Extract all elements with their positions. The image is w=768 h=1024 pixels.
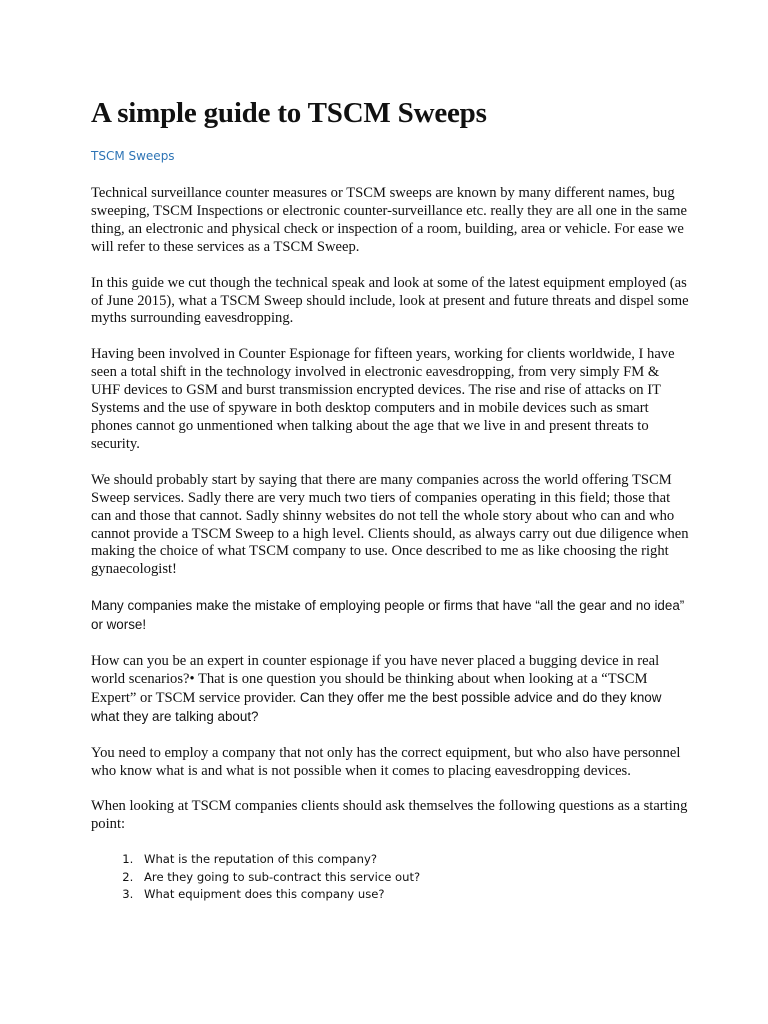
- paragraph-companies: We should probably start by saying that there are many companies across the world offering TSCM Sweep services. Sadly there are very much two tiers of companies operating in this field; those that can and those that cannot. Sadly shinny websites do not tell the whole story about who can and who cannot provide a TSCM Sweep to a high level. Clients should, as always carry out due diligence when making the choice of what TSCM company to use. Once described to me as like choosing the right gynaecologist!: [91, 471, 689, 578]
- paragraph-guide-scope: In this guide we cut though the technical speak and look at some of the latest equipment employed (as of June 2015), what a TSCM Sweep should include, look at present and future threats and dispel some myths surrounding eavesdropping.: [91, 274, 689, 327]
- subheading: TSCM Sweeps: [91, 149, 175, 163]
- document-body: [91, 96, 691, 904]
- page-title: A simple guide to TSCM Sweeps: [91, 97, 487, 129]
- paragraph-expert-question: Can they offer me the best possible advice and do they know what they are talking about?: [91, 689, 662, 724]
- paragraph-expert-text: How can you be an expert in counter espionage if you have never placed a bugging device in real world scenarios?• That is one question you should be thinking about when looking at a “TSCM Expert” or TSCM service provider.: [91, 653, 660, 706]
- paragraph-intro: Technical surveillance counter measures or TSCM sweeps are known by many different names, bug sweeping, TSCM Inspections or electronic counter-surveillance etc. really they are all one in the same thing, an electronic and physical check or inspection of a room, building, area or vehicle. For ease we will refer to these services as a TSCM Sweep.: [91, 185, 687, 255]
- paragraph-experience: Having been involved in Counter Espionage for fifteen years, working for clients worldwide, I have seen a total shift in the technology involved in electronic eavesdropping, from very simply FM & UHF devices to GSM and burst transmission encrypted devices. The rise and rise of attacks on IT Systems and the use of spyware in both desktop computers and in mobile devices such as smart phones cannot go unmentioned when talking about the age that we live in and present threats to security.: [91, 346, 675, 452]
- list-item: 3. What equipment does this company use?: [137, 886, 691, 904]
- paragraph-expert: [91, 653, 691, 727]
- list-item: 1. What is the reputation of this company?: [137, 851, 691, 869]
- paragraph-mistake-text: Many companies make the mistake of employing people or firms that have “all the gear and no idea” or worse!: [91, 598, 685, 633]
- questions-list: [91, 851, 691, 904]
- paragraph-mistake: [91, 597, 691, 635]
- paragraph-questions-intro: When looking at TSCM companies clients should ask themselves the following questions as a starting point:: [91, 798, 688, 833]
- paragraph-employ: You need to employ a company that not only has the correct equipment, but who also have personnel who know what is and what is not possible when it comes to placing eavesdropping devices.: [91, 744, 681, 779]
- list-item: 2. Are they going to sub-contract this service out?: [137, 869, 691, 887]
